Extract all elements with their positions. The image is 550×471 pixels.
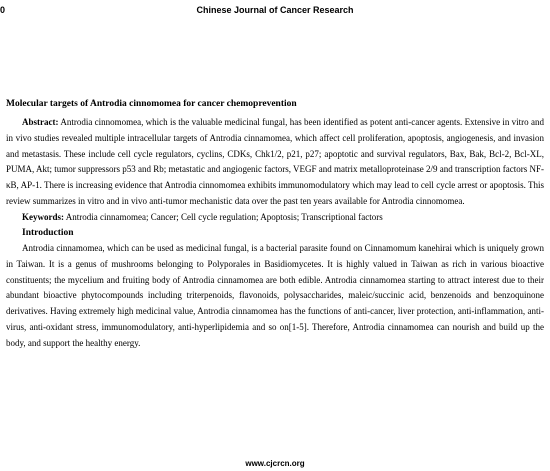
introduction-paragraph: Antrodia cinnamomea, which can be used as medicinal fungal, is a bacterial parasite found on Cinnamomum kanehirai which is uniquely grown in Taiwan. It is a genus of mushrooms belonging to Polyporales in Basidiomycetes. It is highly valued in Taiwan as rich in various bioactive constituents; the mycelium and fruiting body of Antrodia cinnamomea are both edible. Antrodia cinnamomea starting to attract interest due to their abundant bioactive phytocompounds including triterpenoids, flavonoids, polysaccharides, maleic/succinic acid, benzenoids and benzoquinone derivatives. Having extremely high medicinal value, Antrodia cinnamomea has the functions of anti-cancer, liver protection, anti-inflammation, anti-virus, anti-oxidant stress, immunomodulatory, anti-hyperlipidemia and so on[1-5]. Therefore, Antrodia cinnamomea can nourish and build up the body, and support the healthy energy. — [6, 243, 544, 348]
keywords-paragraph — [6, 210, 544, 226]
abstract-text: Antrodia cinnomomea, which is the valuable medicinal fungal, has been identified as potent anti-cancer agents. Extensive in vitro and in vivo studies revealed multiple intracellular targets of Antrodia cinnamomea, which affect cell proliferation, apoptosis, angiogenesis, and invasion and metastasis. These include cell cycle regulators, cyclins, CDKs, Chk1/2, p21, p27; apoptotic and survival regulators, Bax, Bak, Bcl-2, Bcl-XL, PUMA, Akt; tumor suppressors p53 and Rb; metastatic and angiogenic factors, VEGF and matrix metalloproteinase 2/9 and transcription factors NF-κB, AP-1. There is increasing evidence that Antrodia cinnomomea exhibits immunomodulatory which may lead to cell cycle arrest or apoptosis. This review summarizes in vitro and in vivo anti-tumor mechanistic data over the past ten years available for Antrodia cinnomomea. — [6, 117, 544, 206]
keywords-text: Antrodia cinnamomea; Cancer; Cell cycle regulation; Apoptosis; Transcriptional factors — [65, 211, 383, 222]
keywords-label: Keywords: — [22, 211, 64, 222]
abstract-paragraph — [6, 115, 544, 210]
article-body — [6, 97, 544, 352]
abstract-label: Abstract: — [22, 117, 59, 127]
article-title: Molecular targets of Antrodia cinnomomea for cancer chemoprevention — [6, 99, 297, 109]
introduction-heading: Introduction — [22, 227, 74, 238]
footer-url: www.cjcrcn.org — [245, 459, 305, 468]
page-number: 0 — [0, 5, 6, 15]
journal-name-header: Chinese Journal of Cancer Research — [196, 5, 354, 15]
